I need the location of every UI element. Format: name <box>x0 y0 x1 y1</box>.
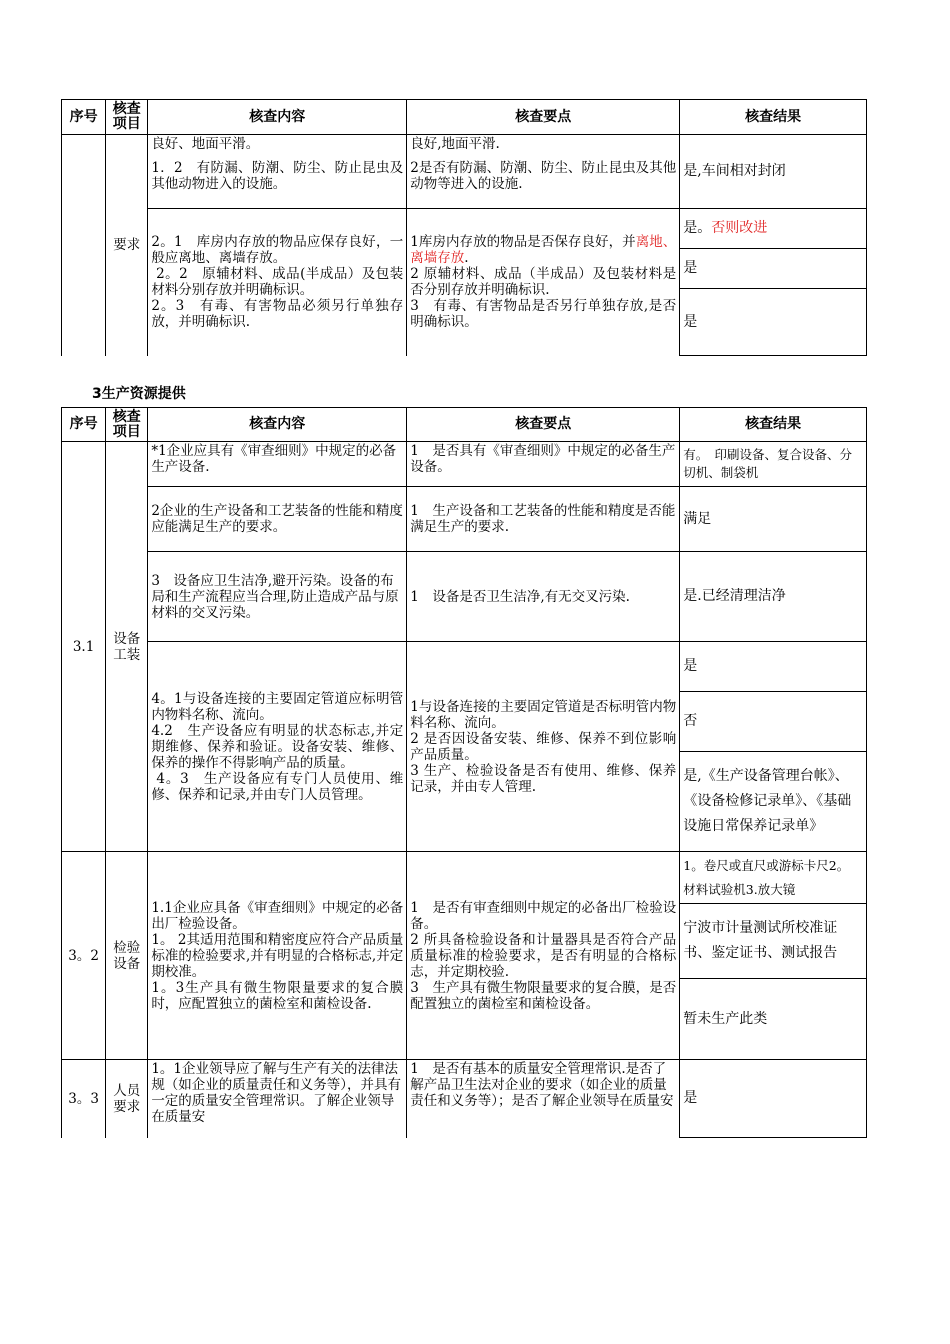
table-row <box>62 209 867 249</box>
result-cell: 是 <box>680 289 867 356</box>
points-cell: 1 设备是否卫生洁净,有无交叉污染. <box>407 552 680 642</box>
table-row <box>62 135 867 209</box>
content-cell: 2企业的生产设备和工艺装备的性能和精度应能满足生产的要求。 <box>148 487 407 552</box>
points-cell: 1库房内存放的物品是否保存良好，并离地、离墙存放. 2 原辅材料、成品（半成品）及包装材料是否分别存放并明确标识. 3 有毒、有害物品是否另行单独存放,是否明确标识。 <box>407 209 680 356</box>
result-cell: 是,车间相对封闭 <box>680 135 867 209</box>
item-cell: 设备工装 <box>106 442 148 852</box>
content-cell: 2。1 库房内存放的物品应保存良好，一般应离地、离墙存放。 2。2 原辅材料、成品(半成品）及包装材料分别存放并明确标识。 2。3 有毒、有害物品必须另行单独存放，并明确标识. <box>148 209 407 356</box>
table-header-row <box>62 100 867 135</box>
header-result: 核查结果 <box>680 100 867 135</box>
header-points: 核查要点 <box>407 408 680 442</box>
header-item: 核查项目 <box>106 100 148 135</box>
result-cell: 是.已经清理洁净 <box>680 552 867 642</box>
content-cell: 3 设备应卫生洁净,避开污染。设备的布局和生产流程应当合理,防止造成产品与原材料的交叉污染。 <box>148 552 407 642</box>
table-row <box>62 852 867 904</box>
header-content: 核查内容 <box>148 100 407 135</box>
item-cell: 人员要求 <box>106 1060 148 1138</box>
result-cell: 是 <box>680 642 867 692</box>
points-cell: 1 是否有基本的质量安全管理常识.是否了解产品卫生法对企业的要求（如企业的质量责任和义务等）；是否了解企业领导在质量安 <box>407 1060 680 1138</box>
content-cell: 1。1企业领导应了解与生产有关的法律法规（如企业的质量责任和义务等），并具有一定的质量安全管理常识。了解企业领导在质量安 <box>148 1060 407 1138</box>
result-cell: 1。卷尺或直尺或游标卡尺2。 材料试验机3.放大镜 <box>680 852 867 904</box>
points-cell: 1 是否具有《审查细则》中规定的必备生产设备。 <box>407 442 680 487</box>
content-cell: 良好、地面平滑。 1．2 有防漏、防潮、防尘、防止昆虫及其他动物进入的设施。 <box>148 135 407 209</box>
result-cell: 是 <box>680 249 867 289</box>
points-cell: 1 生产设备和工艺装备的性能和精度是否能满足生产的要求. <box>407 487 680 552</box>
table-row <box>62 442 867 487</box>
header-content: 核查内容 <box>148 408 407 442</box>
header-no: 序号 <box>62 100 106 135</box>
result-cell: 否 <box>680 692 867 752</box>
table-header-row <box>62 408 867 442</box>
result-cell: 是,《生产设备管理台帐》、《设备检修记录单》、《基础设施日常保养记录单》 <box>680 752 867 852</box>
inspection-table-storage <box>61 99 867 356</box>
inspection-table-resources <box>61 407 867 1138</box>
points-cell: 1与设备连接的主要固定管道是否标明管内物料名称、流向。 2 是否因设备安装、维修、保养不到位影响产品质量。 3 生产、检验设备是否有使用、维修、保养记录，并由专人管理. <box>407 642 680 852</box>
table-row <box>62 1060 867 1138</box>
header-item: 核查项目 <box>106 408 148 442</box>
table-row <box>62 552 867 642</box>
result-cell: 满足 <box>680 487 867 552</box>
points-cell: 良好,地面平滑. 2是否有防漏、防潮、防尘、防止昆虫及其他动物等进入的设施. <box>407 135 680 209</box>
item-cell: 检验设备 <box>106 852 148 1060</box>
points-cell: 1 是否有审查细则中规定的必备出厂检验设备。 2 所具备检验设备和计量器具是否符合产品质量标准的检验要求，是否有明显的合格标志，并定期校验. 3 生产具有微生物限量要求的复合膜，是否配置独立的菌检室和菌检设备。 <box>407 852 680 1060</box>
table-row <box>62 642 867 692</box>
content-cell: 1.1企业应具备《审查细则》中规定的必备出厂检验设备。 1。 2其适用范围和精密度应符合产品质量标准的检验要求,并有明显的合格标志,并定期校准。 1。3生产具有微生物限量要求的复合膜时，应配置独立的菌检室和菌检设备. <box>148 852 407 1060</box>
header-result: 核查结果 <box>680 408 867 442</box>
row-no-cell: 3.1 <box>62 442 106 852</box>
row-no-cell: 3。3 <box>62 1060 106 1138</box>
highlight-text: 否则改进 <box>711 220 768 236</box>
row-no-cell <box>62 135 106 356</box>
section-title: 3生产资源提供 <box>92 386 186 402</box>
result-cell: 宁波市计量测试所校准证书、鉴定证书、测试报告 <box>680 904 867 979</box>
result-cell: 暂未生产此类 <box>680 979 867 1060</box>
highlight-text: 离地、离墙存放 <box>410 234 677 267</box>
item-cell: 要求 <box>106 135 148 356</box>
content-cell: *1企业应具有《审查细则》中规定的必备生产设备. <box>148 442 407 487</box>
result-cell: 是。否则改进 <box>680 209 867 249</box>
result-cell: 有。 印刷设备、复合设备、分切机、制袋机 <box>680 442 867 487</box>
result-cell: 是 <box>680 1060 867 1138</box>
content-cell: 4。1与设备连接的主要固定管道应标明管内物料名称、流向。 4.2 生产设备应有明显的状态标志,并定期维修、保养和验证。设备安装、维修、保养的操作不得影响产品的质量。 4。3 生产设备应有专门人员使用、维修、保养和记录,并由专门人员管理。 <box>148 642 407 852</box>
header-no: 序号 <box>62 408 106 442</box>
row-no-cell: 3。2 <box>62 852 106 1060</box>
header-points: 核查要点 <box>407 100 680 135</box>
table-row <box>62 487 867 552</box>
